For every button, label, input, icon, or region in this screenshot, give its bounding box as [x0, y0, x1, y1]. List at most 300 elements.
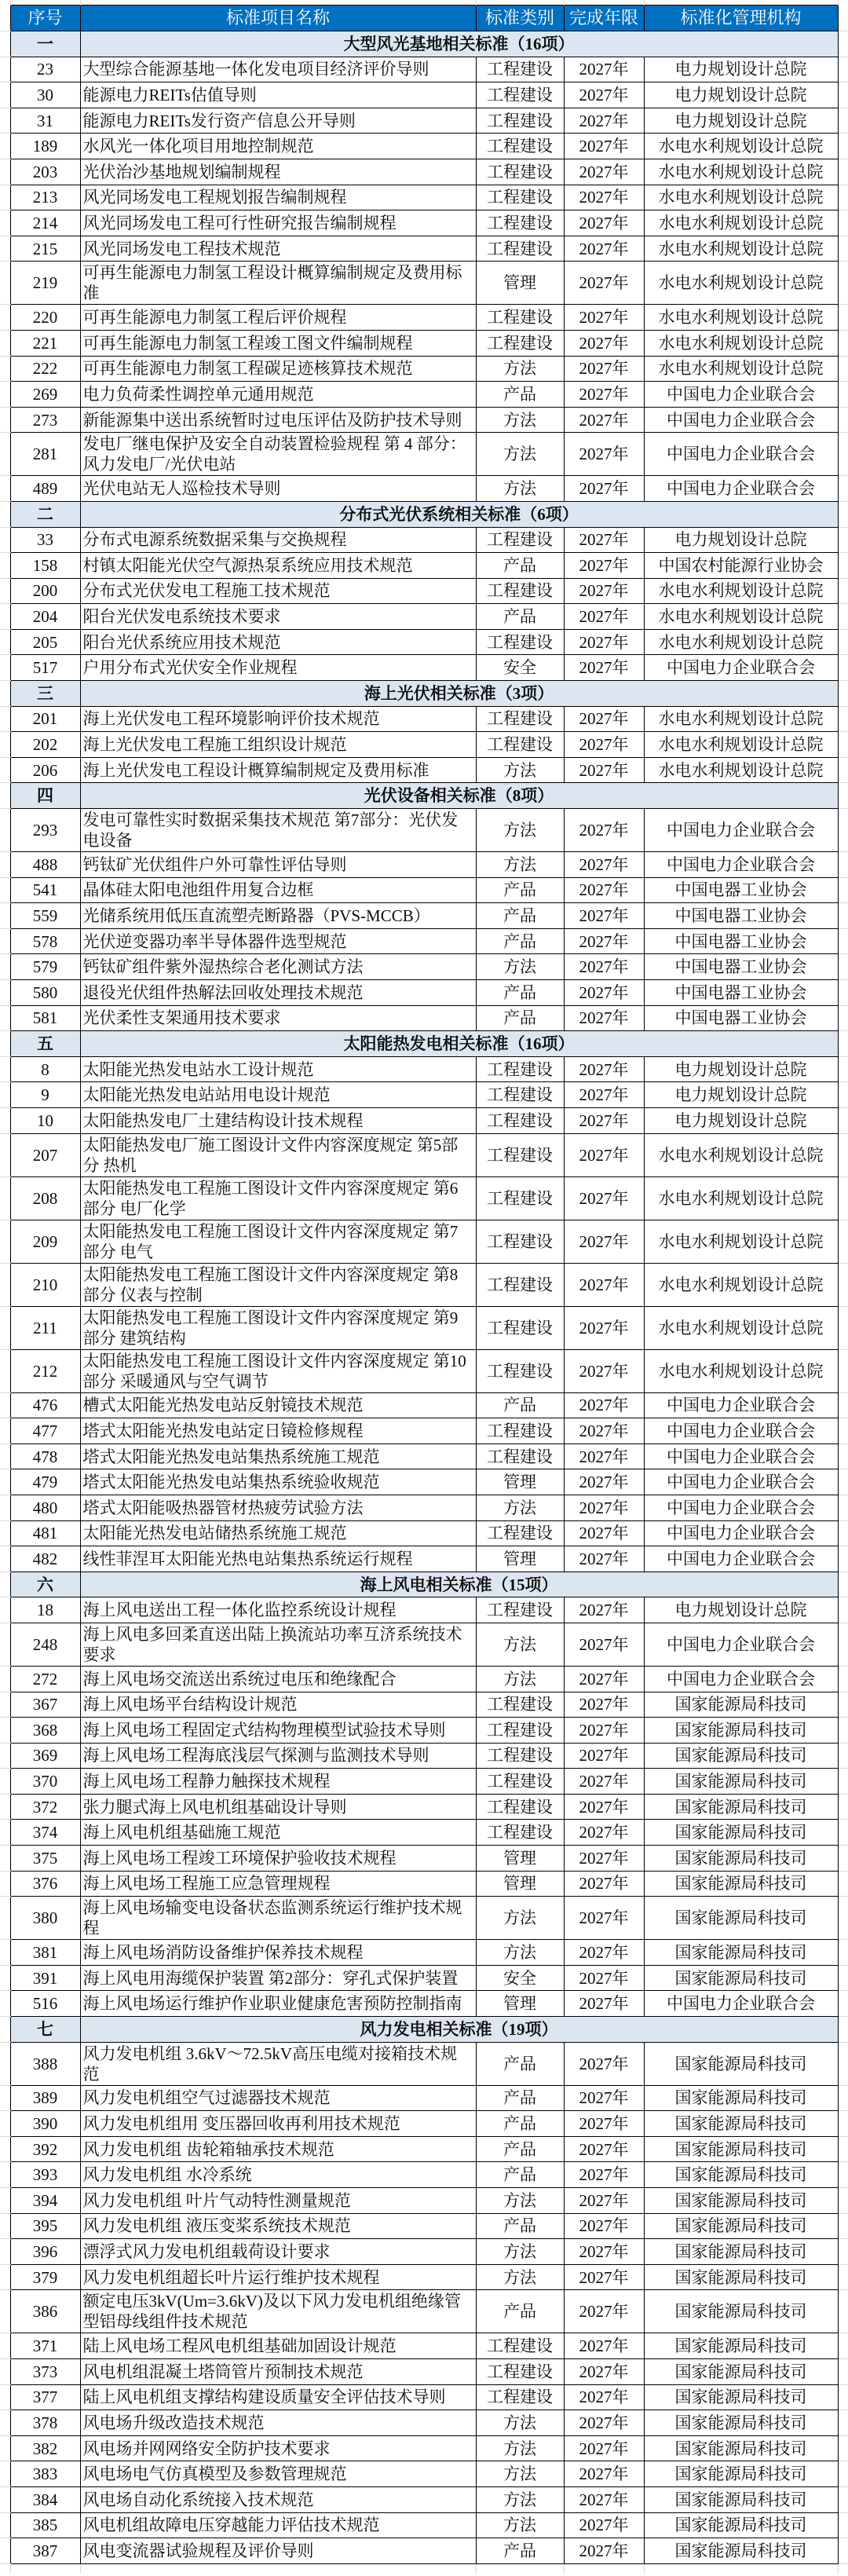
completion-deadline: 2027年 [564, 553, 644, 579]
standard-name: 海上风电场输变电设备状态监测系统运行维护技术规程 [80, 1897, 476, 1940]
table-row [0, 852, 848, 878]
standard-name: 海上风电场工程施工应急管理规程 [80, 1871, 476, 1897]
item-number: 205 [10, 629, 80, 655]
grid-margin-cell [0, 1871, 10, 1897]
table-row [0, 1546, 848, 1572]
standard-category: 方法 [476, 1495, 564, 1520]
standard-category: 产品 [476, 2042, 564, 2085]
grid-margin-cell [0, 527, 10, 553]
completion-deadline: 2027年 [564, 1520, 644, 1546]
completion-deadline: 2027年 [564, 2435, 644, 2461]
managing-agency: 国家能源局科技司 [644, 2486, 838, 2512]
grid-margin-cell [838, 1418, 848, 1444]
completion-deadline: 2027年 [564, 82, 644, 108]
completion-deadline: 2027年 [564, 954, 644, 980]
completion-deadline: 2027年 [564, 305, 644, 331]
table-row [0, 2358, 848, 2384]
grid-margin-cell [838, 1469, 848, 1495]
standard-name: 塔式太阳能光热发电站定日镜检修规程 [80, 1418, 476, 1444]
completion-deadline: 2027年 [564, 1965, 644, 1991]
grid-margin-cell [0, 1769, 10, 1795]
grid-margin-cell [0, 57, 10, 82]
managing-agency: 中国农村能源行业协会 [644, 553, 838, 579]
managing-agency: 国家能源局科技司 [644, 2264, 838, 2290]
completion-deadline: 2027年 [564, 757, 644, 783]
completion-deadline: 2027年 [564, 980, 644, 1006]
item-number: 390 [10, 2111, 80, 2137]
managing-agency: 水电水利规划设计总院 [644, 1263, 838, 1306]
table-row [0, 433, 848, 476]
table-row [0, 1392, 848, 1418]
completion-deadline: 2027年 [564, 732, 644, 758]
grid-margin-cell [838, 382, 848, 408]
section-title: 分布式光伏系统相关标准（6项） [80, 501, 838, 527]
table-row [0, 476, 848, 502]
item-number: 30 [10, 82, 80, 108]
grid-margin-cell [838, 1349, 848, 1392]
standard-category: 产品 [476, 1392, 564, 1418]
managing-agency: 电力规划设计总院 [644, 108, 838, 134]
standard-category: 工程建设 [476, 134, 564, 159]
grid-margin-cell [0, 2410, 10, 2436]
table-row [0, 134, 848, 159]
managing-agency: 国家能源局科技司 [644, 2358, 838, 2384]
standard-name: 太阳能热发电工程施工图设计文件内容深度规定 第7部分 电气 [80, 1220, 476, 1263]
table-row [0, 706, 848, 732]
item-number: 204 [10, 604, 80, 630]
table-row [0, 1107, 848, 1133]
completion-deadline: 2027年 [564, 2111, 644, 2137]
grid-margin-cell [838, 1871, 848, 1897]
grid-margin-cell [838, 5, 848, 31]
standard-name: 风电变流器试验规程及评价导则 [80, 2538, 476, 2564]
item-number: 207 [10, 1133, 80, 1176]
grid-margin-cell [0, 2239, 10, 2265]
completion-deadline: 2027年 [564, 2239, 644, 2265]
grid-margin-cell [838, 2410, 848, 2436]
managing-agency: 水电水利规划设计总院 [644, 305, 838, 331]
completion-deadline: 2027年 [564, 476, 644, 502]
grid-margin-cell [0, 382, 10, 408]
standard-category: 方法 [476, 2435, 564, 2461]
grid-margin-cell [0, 433, 10, 476]
standard-name: 光伏逆变器功率半导体器件选型规范 [80, 928, 476, 954]
grid-margin-cell [0, 2358, 10, 2384]
grid-margin-cell [0, 1469, 10, 1495]
grid-margin-cell [644, 2563, 838, 2574]
completion-deadline: 2027年 [564, 1392, 644, 1418]
grid-margin-cell [0, 210, 10, 236]
standard-category: 方法 [476, 954, 564, 980]
section-number: 三 [10, 681, 80, 707]
grid-margin-cell [0, 809, 10, 852]
grid-margin-cell [838, 2563, 848, 2574]
item-number: 383 [10, 2461, 80, 2487]
grid-margin-cell [838, 1306, 848, 1349]
standard-name: 海上风电场工程竣工环境保护验收技术规程 [80, 1846, 476, 1872]
grid-margin-cell [0, 1991, 10, 2017]
grid-margin-cell [838, 1597, 848, 1623]
grid-margin-cell [838, 783, 848, 809]
standard-name: 风力发电机组空气过滤器技术规范 [80, 2085, 476, 2111]
item-number: 221 [10, 330, 80, 356]
completion-deadline: 2027年 [564, 433, 644, 476]
standard-name: 分布式光伏发电工程施工技术规范 [80, 578, 476, 604]
standard-name: 槽式太阳能光热发电站反射镜技术规范 [80, 1392, 476, 1418]
table-row [0, 2290, 848, 2333]
completion-deadline: 2027年 [564, 1623, 644, 1666]
completion-deadline: 2027年 [564, 2461, 644, 2487]
standard-category: 产品 [476, 2085, 564, 2111]
standard-name: 塔式太阳能吸热器管材热疲劳试验方法 [80, 1495, 476, 1520]
table-row [0, 1769, 848, 1795]
standard-category: 产品 [476, 553, 564, 579]
standard-category: 方法 [476, 407, 564, 433]
item-number: 33 [10, 527, 80, 553]
standard-category: 方法 [476, 1623, 564, 1666]
managing-agency: 国家能源局科技司 [644, 2461, 838, 2487]
standard-name: 海上风电送出工程一体化监控系统设计规程 [80, 1597, 476, 1623]
completion-deadline: 2027年 [564, 527, 644, 553]
standard-name: 户用分布式光伏安全作业规程 [80, 655, 476, 681]
grid-margin-cell [0, 1743, 10, 1769]
grid-margin-cell [0, 476, 10, 502]
table-row [0, 1965, 848, 1991]
completion-deadline: 2027年 [564, 1991, 644, 2017]
table-row [0, 928, 848, 954]
item-number: 385 [10, 2512, 80, 2538]
table-row [0, 1444, 848, 1469]
standard-category: 工程建设 [476, 1082, 564, 1108]
completion-deadline: 2027年 [564, 2538, 644, 2564]
grid-margin-cell [838, 809, 848, 852]
grid-margin-cell [838, 330, 848, 356]
managing-agency: 国家能源局科技司 [644, 2188, 838, 2214]
grid-margin-cell [838, 2333, 848, 2359]
standard-name: 能源电力REITs估值导则 [80, 82, 476, 108]
completion-deadline: 2027年 [564, 330, 644, 356]
standard-name: 太阳能热发电工程施工图设计文件内容深度规定 第6部分 电厂化学 [80, 1176, 476, 1220]
grid-margin-cell [838, 2384, 848, 2410]
table-row [0, 2264, 848, 2290]
table-row [0, 1469, 848, 1495]
standard-name: 海上光伏发电工程施工组织设计规范 [80, 732, 476, 758]
standard-name: 漂浮式风力发电机组载荷设计要求 [80, 2239, 476, 2265]
managing-agency: 电力规划设计总院 [644, 82, 838, 108]
standard-category: 工程建设 [476, 1418, 564, 1444]
managing-agency: 电力规划设计总院 [644, 1056, 838, 1082]
grid-margin-cell [838, 1820, 848, 1846]
table-row [0, 2461, 848, 2487]
managing-agency: 电力规划设计总院 [644, 1082, 838, 1108]
table-row [0, 82, 848, 108]
managing-agency: 国家能源局科技司 [644, 1718, 838, 1744]
item-number: 382 [10, 2435, 80, 2461]
bottom-margin [0, 2563, 848, 2574]
grid-margin-cell [0, 783, 10, 809]
completion-deadline: 2027年 [564, 1495, 644, 1520]
section-number: 一 [10, 31, 80, 57]
table-row [0, 1520, 848, 1546]
table-row [0, 1820, 848, 1846]
table-row [0, 629, 848, 655]
item-number: 559 [10, 903, 80, 929]
column-header-agency: 标准化管理机构 [644, 5, 838, 31]
grid-margin-cell [0, 852, 10, 878]
section-title: 风力发电相关标准（19项） [80, 2017, 838, 2043]
completion-deadline: 2027年 [564, 928, 644, 954]
grid-margin-cell [838, 1572, 848, 1597]
grid-margin-cell [0, 2111, 10, 2137]
standard-category: 工程建设 [476, 1820, 564, 1846]
standard-category: 安全 [476, 1965, 564, 1991]
grid-margin-cell [476, 2563, 564, 2574]
standard-category: 方法 [476, 2461, 564, 2487]
grid-margin-cell [838, 1082, 848, 1108]
table-row [0, 210, 848, 236]
grid-margin-cell [0, 732, 10, 758]
grid-margin-cell [0, 5, 10, 31]
grid-margin-cell [0, 2213, 10, 2239]
grid-margin-cell [838, 108, 848, 134]
grid-margin-cell [0, 2162, 10, 2188]
standard-name: 风光同场发电工程可行性研究报告编制规程 [80, 210, 476, 236]
standard-category: 工程建设 [476, 706, 564, 732]
completion-deadline: 2027年 [564, 2264, 644, 2290]
managing-agency: 中国电力企业联合会 [644, 1666, 838, 1692]
managing-agency: 水电水利规划设计总院 [644, 134, 838, 159]
grid-margin-cell [0, 1082, 10, 1108]
completion-deadline: 2027年 [564, 604, 644, 630]
grid-margin-cell [0, 706, 10, 732]
grid-margin-cell [838, 2162, 848, 2188]
managing-agency: 水电水利规划设计总院 [644, 1220, 838, 1263]
item-number: 202 [10, 732, 80, 758]
completion-deadline: 2027年 [564, 57, 644, 82]
managing-agency: 国家能源局科技司 [644, 1846, 838, 1872]
standard-name: 发电可靠性实时数据采集技术规范 第7部分：光伏发电设备 [80, 809, 476, 852]
managing-agency: 水电水利规划设计总院 [644, 262, 838, 305]
grid-margin-cell [838, 2042, 848, 2085]
standard-category: 工程建设 [476, 1597, 564, 1623]
table-row [0, 2435, 848, 2461]
grid-margin-cell [838, 1718, 848, 1744]
section-row [0, 1572, 848, 1597]
item-number: 392 [10, 2136, 80, 2162]
managing-agency: 水电水利规划设计总院 [644, 159, 838, 185]
managing-agency: 中国电力企业联合会 [644, 1546, 838, 1572]
managing-agency: 中国电力企业联合会 [644, 476, 838, 502]
standard-name: 太阳能光热发电站水工设计规范 [80, 1056, 476, 1082]
item-number: 222 [10, 356, 80, 382]
grid-margin-cell [0, 2486, 10, 2512]
managing-agency: 水电水利规划设计总院 [644, 330, 838, 356]
standard-name: 太阳能热发电工程施工图设计文件内容深度规定 第10部分 采暖通风与空气调节 [80, 1349, 476, 1392]
managing-agency: 电力规划设计总院 [644, 1107, 838, 1133]
item-number: 201 [10, 706, 80, 732]
table-row [0, 732, 848, 758]
grid-margin-cell [838, 2085, 848, 2111]
completion-deadline: 2027年 [564, 1820, 644, 1846]
completion-deadline: 2027年 [564, 1546, 644, 1572]
managing-agency: 国家能源局科技司 [644, 2410, 838, 2436]
item-number: 206 [10, 757, 80, 783]
standard-name: 风电场自动化系统接入技术规范 [80, 2486, 476, 2512]
standard-name: 海上风电场运行维护作业职业健康危害预防控制指南 [80, 1991, 476, 2017]
standard-category: 工程建设 [476, 2333, 564, 2359]
table-row [0, 903, 848, 929]
standard-name: 风力发电机组 叶片气动特性测量规范 [80, 2188, 476, 2214]
completion-deadline: 2027年 [564, 1444, 644, 1469]
standard-name: 海上风电场消防设备维护保养技术规程 [80, 1940, 476, 1966]
completion-deadline: 2027年 [564, 1718, 644, 1744]
item-number: 389 [10, 2085, 80, 2111]
item-number: 579 [10, 954, 80, 980]
table-header [0, 5, 848, 31]
item-number: 370 [10, 1769, 80, 1795]
managing-agency: 水电水利规划设计总院 [644, 1176, 838, 1220]
standard-category: 方法 [476, 757, 564, 783]
grid-margin-cell [838, 2188, 848, 2214]
grid-margin-cell [838, 1666, 848, 1692]
grid-margin-cell [838, 57, 848, 82]
standard-name: 海上风电场平台结构设计规范 [80, 1692, 476, 1718]
standard-name: 风力发电机组超长叶片运行维护技术规程 [80, 2264, 476, 2290]
grid-margin-cell [0, 1820, 10, 1846]
table-row [0, 757, 848, 783]
managing-agency: 中国电力企业联合会 [644, 1495, 838, 1520]
standard-name: 可再生能源电力制氢工程设计概算编制规定及费用标准 [80, 262, 476, 305]
completion-deadline: 2027年 [564, 1597, 644, 1623]
grid-margin-cell [838, 877, 848, 903]
managing-agency: 水电水利规划设计总院 [644, 732, 838, 758]
standard-name: 钙钛矿组件紫外湿热综合老化测试方法 [80, 954, 476, 980]
grid-margin-cell [838, 1965, 848, 1991]
managing-agency: 水电水利规划设计总院 [644, 356, 838, 382]
standard-category: 方法 [476, 476, 564, 502]
standard-category: 产品 [476, 2290, 564, 2333]
grid-margin-cell [0, 159, 10, 185]
grid-margin-cell [0, 1572, 10, 1597]
standard-name: 太阳能光热发电站储热系统施工规范 [80, 1520, 476, 1546]
grid-margin-cell [0, 1846, 10, 1872]
standard-category: 工程建设 [476, 1220, 564, 1263]
managing-agency: 中国电器工业协会 [644, 877, 838, 903]
table-row [0, 1133, 848, 1176]
standard-name: 海上风电场工程海底浅层气探测与监测技术导则 [80, 1743, 476, 1769]
grid-margin-cell [838, 1794, 848, 1820]
section-title: 海上风电相关标准（15项） [80, 1572, 838, 1597]
section-title: 太阳能热发电相关标准（16项） [80, 1031, 838, 1057]
managing-agency: 中国电器工业协会 [644, 928, 838, 954]
section-row [0, 1031, 848, 1057]
standard-name: 太阳能光热发电站站用电设计规范 [80, 1082, 476, 1108]
column-header-number: 序号 [10, 5, 80, 31]
standard-name: 能源电力REITs发行资产信息公开导则 [80, 108, 476, 134]
standard-category: 管理 [476, 1991, 564, 2017]
grid-margin-cell [0, 1263, 10, 1306]
managing-agency: 中国电力企业联合会 [644, 433, 838, 476]
grid-margin-cell [0, 1418, 10, 1444]
managing-agency: 中国电力企业联合会 [644, 1444, 838, 1469]
section-number: 七 [10, 2017, 80, 2043]
completion-deadline: 2027年 [564, 2512, 644, 2538]
standard-category: 方法 [476, 2239, 564, 2265]
grid-margin-cell [0, 1031, 10, 1057]
standard-category: 产品 [476, 2213, 564, 2239]
grid-margin-cell [0, 1392, 10, 1418]
standard-category: 产品 [476, 2538, 564, 2564]
grid-margin-cell [80, 2563, 476, 2574]
completion-deadline: 2027年 [564, 1107, 644, 1133]
standard-name: 晶体硅太阳电池组件用复合边框 [80, 877, 476, 903]
completion-deadline: 2027年 [564, 2410, 644, 2436]
grid-margin-cell [838, 1623, 848, 1666]
grid-margin-cell [838, 954, 848, 980]
table-body [0, 31, 848, 2564]
grid-margin-cell [10, 2563, 80, 2574]
standard-name: 风力发电机组 液压变桨系统技术规范 [80, 2213, 476, 2239]
grid-margin-cell [0, 262, 10, 305]
grid-margin-cell [838, 501, 848, 527]
table-row [0, 553, 848, 579]
grid-margin-cell [838, 2017, 848, 2043]
grid-margin-cell [0, 82, 10, 108]
standard-name: 光储系统用低压直流塑壳断路器（PVS-MCCB） [80, 903, 476, 929]
table-row [0, 2538, 848, 2564]
grid-margin-cell [0, 2136, 10, 2162]
table-row [0, 1623, 848, 1666]
grid-margin-cell [838, 236, 848, 262]
grid-margin-cell [838, 655, 848, 681]
standard-category: 安全 [476, 655, 564, 681]
table-row [0, 1176, 848, 1220]
table-row [0, 2111, 848, 2137]
completion-deadline: 2027年 [564, 1349, 644, 1392]
section-number: 六 [10, 1572, 80, 1597]
grid-margin-cell [838, 980, 848, 1006]
grid-margin-cell [0, 1718, 10, 1744]
standard-category: 方法 [476, 433, 564, 476]
item-number: 10 [10, 1107, 80, 1133]
item-number: 211 [10, 1306, 80, 1349]
standard-name: 额定电压3kV(Um=3.6kV)及以下风力发电机组绝缘管型铝母线组件技术规范 [80, 2290, 476, 2333]
table-row [0, 108, 848, 134]
grid-margin-cell [838, 356, 848, 382]
standard-category: 管理 [476, 262, 564, 305]
standard-category: 工程建设 [476, 1263, 564, 1306]
grid-margin-cell [838, 2213, 848, 2239]
completion-deadline: 2027年 [564, 210, 644, 236]
standard-name: 太阳能热发电工程施工图设计文件内容深度规定 第8部分 仪表与控制 [80, 1263, 476, 1306]
standard-category: 方法 [476, 2486, 564, 2512]
grid-margin-cell [0, 1176, 10, 1220]
item-number: 488 [10, 852, 80, 878]
standard-category: 工程建设 [476, 1176, 564, 1220]
standard-name: 风电机组混凝土塔筒管片预制技术规范 [80, 2358, 476, 2384]
managing-agency: 中国电器工业协会 [644, 903, 838, 929]
grid-margin-cell [838, 1520, 848, 1546]
standard-category: 工程建设 [476, 578, 564, 604]
grid-margin-cell [0, 1546, 10, 1572]
completion-deadline: 2027年 [564, 903, 644, 929]
managing-agency: 水电水利规划设计总院 [644, 604, 838, 630]
item-number: 395 [10, 2213, 80, 2239]
standard-name: 线性菲涅耳太阳能光热电站集热系统运行规程 [80, 1546, 476, 1572]
completion-deadline: 2027年 [564, 1769, 644, 1795]
standard-category: 方法 [476, 1666, 564, 1692]
standard-category: 工程建设 [476, 159, 564, 185]
